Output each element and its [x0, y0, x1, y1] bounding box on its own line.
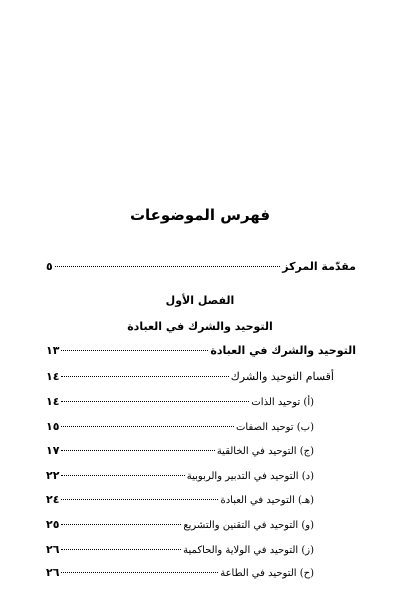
toc-entry[interactable] — [46, 518, 314, 531]
toc-entry-page: ٢٥ — [46, 518, 60, 531]
toc-entry-label: (هـ) التوحيد في العبادة — [220, 495, 314, 506]
toc-entry-label: مقدّمة المركز — [282, 260, 356, 273]
toc-entry[interactable] — [46, 370, 334, 383]
toc-entry-page: ٢٦ — [46, 543, 60, 556]
dot-leader — [61, 350, 208, 351]
toc-entry-page: ١٤ — [46, 370, 60, 383]
toc-entry[interactable] — [46, 543, 314, 556]
toc-entry[interactable] — [46, 344, 356, 357]
dot-leader — [55, 266, 281, 267]
toc-entry-page: ١٧ — [46, 444, 60, 457]
chapter-subheading: التوحيد والشرك في العبادة — [127, 320, 273, 333]
toc-entry-page: ٥ — [46, 260, 53, 273]
toc-entry-page: ٢٦ — [46, 566, 60, 579]
toc-entry-label: (ب) توحيد الصفات — [236, 422, 314, 433]
toc-entry[interactable] — [46, 493, 314, 506]
dot-leader — [61, 401, 249, 402]
toc-entry-page: ١٥ — [46, 420, 60, 433]
dot-leader — [61, 475, 184, 476]
toc-title: فهرس الموضوعات — [129, 206, 271, 224]
dot-leader — [61, 549, 181, 550]
toc-entry-label: (أ) توحيد الذات — [251, 397, 314, 408]
dot-leader — [61, 376, 228, 377]
toc-entry[interactable] — [46, 566, 314, 579]
toc-entry-page: ٢٤ — [46, 493, 60, 506]
dot-leader — [61, 450, 214, 451]
dot-leader — [61, 524, 181, 525]
toc-entry[interactable] — [46, 469, 314, 482]
toc-entry-page: ١٤ — [46, 395, 60, 408]
toc-entry-label: (ج) التوحيد في الخالقية — [216, 446, 314, 457]
toc-entry-page: ١٣ — [46, 344, 60, 357]
toc-entry-label: (د) التوحيد في التدبير والربوبية — [186, 471, 314, 482]
dot-leader — [61, 426, 234, 427]
toc-entry-label: (ح) التوحيد في الطاعة — [220, 568, 314, 579]
toc-entry-label: أقسام التوحيد والشرك — [230, 370, 334, 383]
toc-entry-page: ٢٢ — [46, 469, 60, 482]
toc-entry-intro[interactable] — [46, 260, 356, 273]
toc-entry[interactable] — [46, 395, 314, 408]
dot-leader — [61, 499, 218, 500]
toc-entry[interactable] — [46, 444, 314, 457]
toc-entry[interactable] — [46, 420, 314, 433]
toc-entry-label: (ز) التوحيد في الولاية والحاكمية — [183, 545, 314, 556]
chapter-heading: الفصل الأول — [165, 294, 235, 307]
dot-leader — [61, 572, 218, 573]
toc-entry-label: (و) التوحيد في التقنين والتشريع — [183, 520, 314, 531]
toc-entry-label: التوحيد والشرك في العبادة — [210, 344, 356, 357]
